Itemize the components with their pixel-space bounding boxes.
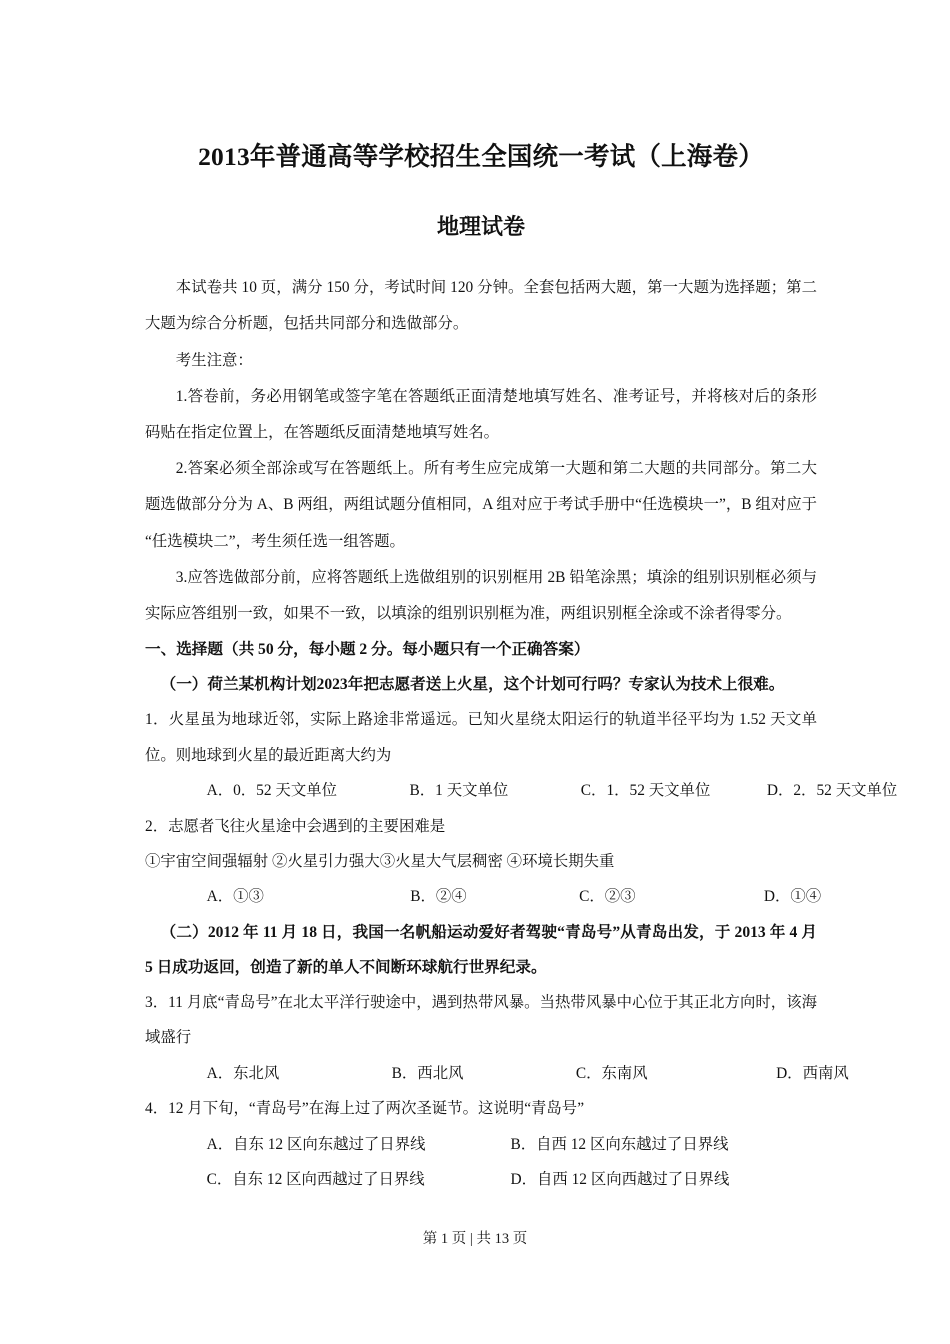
option-2-b[interactable]: B．②④ (410, 888, 467, 906)
question-1-options (145, 773, 898, 808)
page-subtitle: 地理试卷 (436, 214, 525, 240)
question-2-text: 2．志愿者飞往火星途中会遇到的主要困难是 (145, 817, 446, 835)
group-stem-two: （二）2012 年 11 月 18 日，我国一名帆船运动爱好者驾驶“青岛号”从青岛出发，于 2013 年 4 月 5 日成功返回，创造了新的单人不间断环球航行世界纪录。 (145, 923, 817, 976)
candidate-note-3: 3.应答选做部分前，应将答题纸上选做组别的识别框用 2B 铅笔涂黑；填涂的组别识别框必须与实际应答组别一致，如果不一致，以填涂的组别识别框为准，两组识别框全涂或不涂者得零分。 (145, 568, 817, 622)
option-4-c[interactable]: C．自东 12 区向西越过了日界线 (206, 1171, 425, 1189)
option-2-d[interactable]: D．①④ (763, 888, 822, 906)
question-2-options (145, 879, 822, 914)
candidate-notice-label: 考生注意： (175, 351, 253, 369)
candidate-note-2: 2.答案必须全部涂或写在答题纸上。所有考生应完成第一大题和第二大题的共同部分。第二大题选做部分分为 A、B 两组，两组试题分值相同，A 组对应于考试手册中“任选模块一”，B 组对应于“任选模块二”，考生须任选一组答题。 (145, 460, 817, 550)
question-4-text: 4．12 月下旬，“青岛号”在海上过了两次圣诞节。这说明“青岛号” (145, 1100, 585, 1118)
option-4-d[interactable]: D．自西 12 区向西越过了日界线 (510, 1171, 730, 1189)
option-1-b[interactable]: B．1 天文单位 (409, 782, 509, 800)
question-2-subitems: ①宇宙空间强辐射 ②火星引力强大③火星大气层稠密 ④环境长期失重 (145, 852, 615, 870)
option-3-c[interactable]: C．东南风 (575, 1064, 648, 1082)
option-2-a[interactable]: A．①③ (206, 888, 264, 906)
option-1-a[interactable]: A．0．52 天文单位 (206, 782, 337, 800)
option-2-c[interactable]: C．②③ (579, 888, 636, 906)
candidate-note-1: 1.答卷前，务必用钢笔或签字笔在答题纸正面清楚地填写姓名、准考证号，并将核对后的条形码贴在指定位置上，在答题纸反面清楚地填写姓名。 (145, 387, 817, 441)
option-3-d[interactable]: D．西南风 (776, 1064, 849, 1082)
page-footer: 第 1 页 | 共 13 页 (422, 1231, 528, 1247)
question-3-options (145, 1056, 849, 1091)
group-stem-one: （一）荷兰某机构计划2023年把志愿者送上火星，这个计划可行吗？专家认为技术上很难。 (160, 676, 785, 694)
option-3-b[interactable]: B．西北风 (391, 1064, 464, 1082)
option-4-a[interactable]: A．自东 12 区向东越过了日界线 (206, 1135, 426, 1153)
question-3-text: 3．11 月底“青岛号”在北太平洋行驶途中，遇到热带风暴。当热带风暴中心位于其正北方向时，该海域盛行 (145, 993, 817, 1047)
question-1-text: 1．火星虽为地球近邻，实际上路途非常遥远。已知火星绕太阳运行的轨道半径平均为 1.52 天文单位。则地球到火星的最近距离大约为 (145, 711, 817, 764)
question-4-options-row-2 (145, 1162, 817, 1197)
question-4-options-row-1 (145, 1127, 817, 1162)
section-heading-one: 一、选择题（共 50 分，每小题 2 分。每小题只有一个正确答案） (145, 641, 590, 659)
option-1-c[interactable]: C．1．52 天文单位 (580, 782, 711, 800)
option-1-d[interactable]: D．2．52 天文单位 (766, 782, 898, 800)
exam-info-paragraph: 本试卷共 10 页，满分 150 分，考试时间 120 分钟。全套包括两大题，第一大题为选择题；第二大题为综合分析题，包括共同部分和选做部分。 (145, 279, 817, 333)
page-title: 2013年普通高等学校招生全国统一考试（上海卷） (198, 142, 764, 171)
option-4-b[interactable]: B．自西 12 区向东越过了日界线 (510, 1135, 729, 1153)
page-content (145, 0, 898, 1198)
option-3-a[interactable]: A．东北风 (206, 1064, 280, 1082)
